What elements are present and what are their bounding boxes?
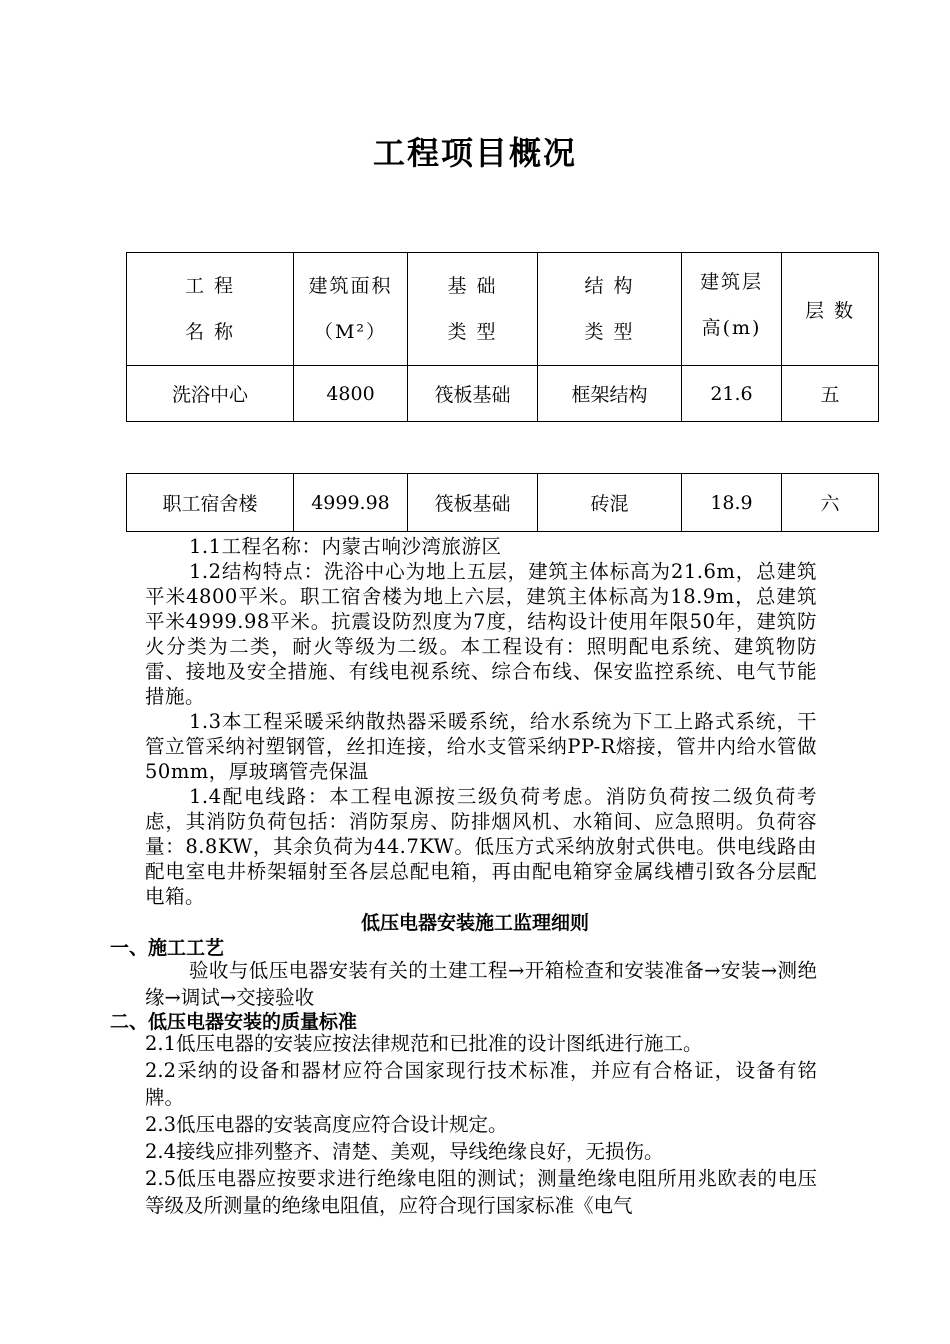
list-item: 2.4接线应排列整齐、清楚、美观，导线绝缘良好，无损伤。 bbox=[145, 1140, 664, 1163]
table-cell: 筏板基础 bbox=[408, 366, 538, 422]
header-cell-area: 建筑面积 （M²） bbox=[294, 253, 408, 366]
header-cell-foundation: 基 础 类 型 bbox=[408, 253, 538, 366]
project-table-continued bbox=[126, 473, 879, 532]
section-heading-2: 二、低压电器安装的质量标准 bbox=[110, 1011, 358, 1033]
table-cell: 18.9 bbox=[682, 474, 782, 532]
table-cell: 4999.98 bbox=[294, 474, 408, 532]
overview-paragraph-3: 1.3本工程采暖采纳散热器采暖系统，给水系统为下工上路式系统，干管立管采纳衬塑钢管，丝扣连接，给水支管采纳PP-R熔接，管井内给水管做50mm，厚玻璃管壳保温 bbox=[145, 710, 817, 783]
section-subtitle: 低压电器安装施工监理细则 bbox=[360, 912, 589, 934]
header-cell-height: 建筑层 高(m) bbox=[682, 253, 782, 366]
table-cell: 洗浴中心 bbox=[127, 366, 294, 422]
section-2-list bbox=[145, 1030, 817, 1219]
overview-paragraph-1: 1.1工程名称：内蒙古响沙湾旅游区 bbox=[189, 535, 502, 558]
list-item: 2.5低压电器应按要求进行绝缘电阻的测试；测量绝缘电阻所用兆欧表的电压等级及所测量的绝缘电阻值，应符合现行国家标准《电气 bbox=[145, 1167, 817, 1217]
section-heading-1: 一、施工工艺 bbox=[110, 937, 225, 959]
table-cell: 职工宿舍楼 bbox=[127, 474, 294, 532]
table-cell: 21.6 bbox=[682, 366, 782, 422]
list-item: 2.2采纳的设备和器材应符合国家现行技术标准，并应有合格证，设备有铭牌。 bbox=[145, 1059, 817, 1109]
header-cell-structure: 结 构 类 型 bbox=[538, 253, 682, 366]
header-cell-floors: 层 数 bbox=[782, 253, 879, 366]
table-cell: 六 bbox=[782, 474, 879, 532]
table-cell: 筏板基础 bbox=[408, 474, 538, 532]
page-title: 工程项目概况 bbox=[372, 134, 577, 172]
overview-text bbox=[145, 534, 817, 909]
list-item: 2.1低压电器的安装应按法律规范和已批准的设计图纸进行施工。 bbox=[145, 1032, 703, 1055]
table-cell: 框架结构 bbox=[538, 366, 682, 422]
table-cell: 砖混 bbox=[538, 474, 682, 532]
overview-paragraph-2: 1.2结构特点：洗浴中心为地上五层，建筑主体标高为21.6m，总建筑平米4800平米。职工宿舍楼为地上六层，建筑主体标高为18.9m，总建筑平米4999.98平米。抗震设防烈度为7度，结构设计使用年限50年，建筑防火分类为二类，耐火等级为二级。本工程设有：照明配电系统、建筑物防雷、接地及安全措施、有线电视系统、综合布线、保安监控系统、电气节能措施。 bbox=[145, 560, 817, 708]
header-cell-name: 工 程 名 称 bbox=[127, 253, 294, 366]
section-1-text: 验收与低压电器安装有关的土建工程→开箱检查和安装准备→安装→测绝缘→调试→交接验收 bbox=[145, 959, 817, 1009]
table-cell: 五 bbox=[782, 366, 879, 422]
overview-paragraph-4: 1.4配电线路：本工程电源按三级负荷考虑。消防负荷按二级负荷考虑，其消防负荷包括：消防泵房、防排烟风机、水箱间、应急照明。负荷容量：8.8KW，其余负荷为44.7KW。低压方式采纳放射式供电。供电线路由配电室电井桥架辐射至各层总配电箱，再由配电箱穿金属线槽引致各分层配电箱。 bbox=[145, 785, 817, 908]
table-row bbox=[127, 366, 879, 422]
list-item: 2.3低压电器的安装高度应符合设计规定。 bbox=[145, 1113, 508, 1136]
project-table bbox=[126, 252, 879, 422]
table-header-row bbox=[127, 253, 879, 366]
table-cell: 4800 bbox=[294, 366, 408, 422]
table-row bbox=[127, 474, 879, 532]
